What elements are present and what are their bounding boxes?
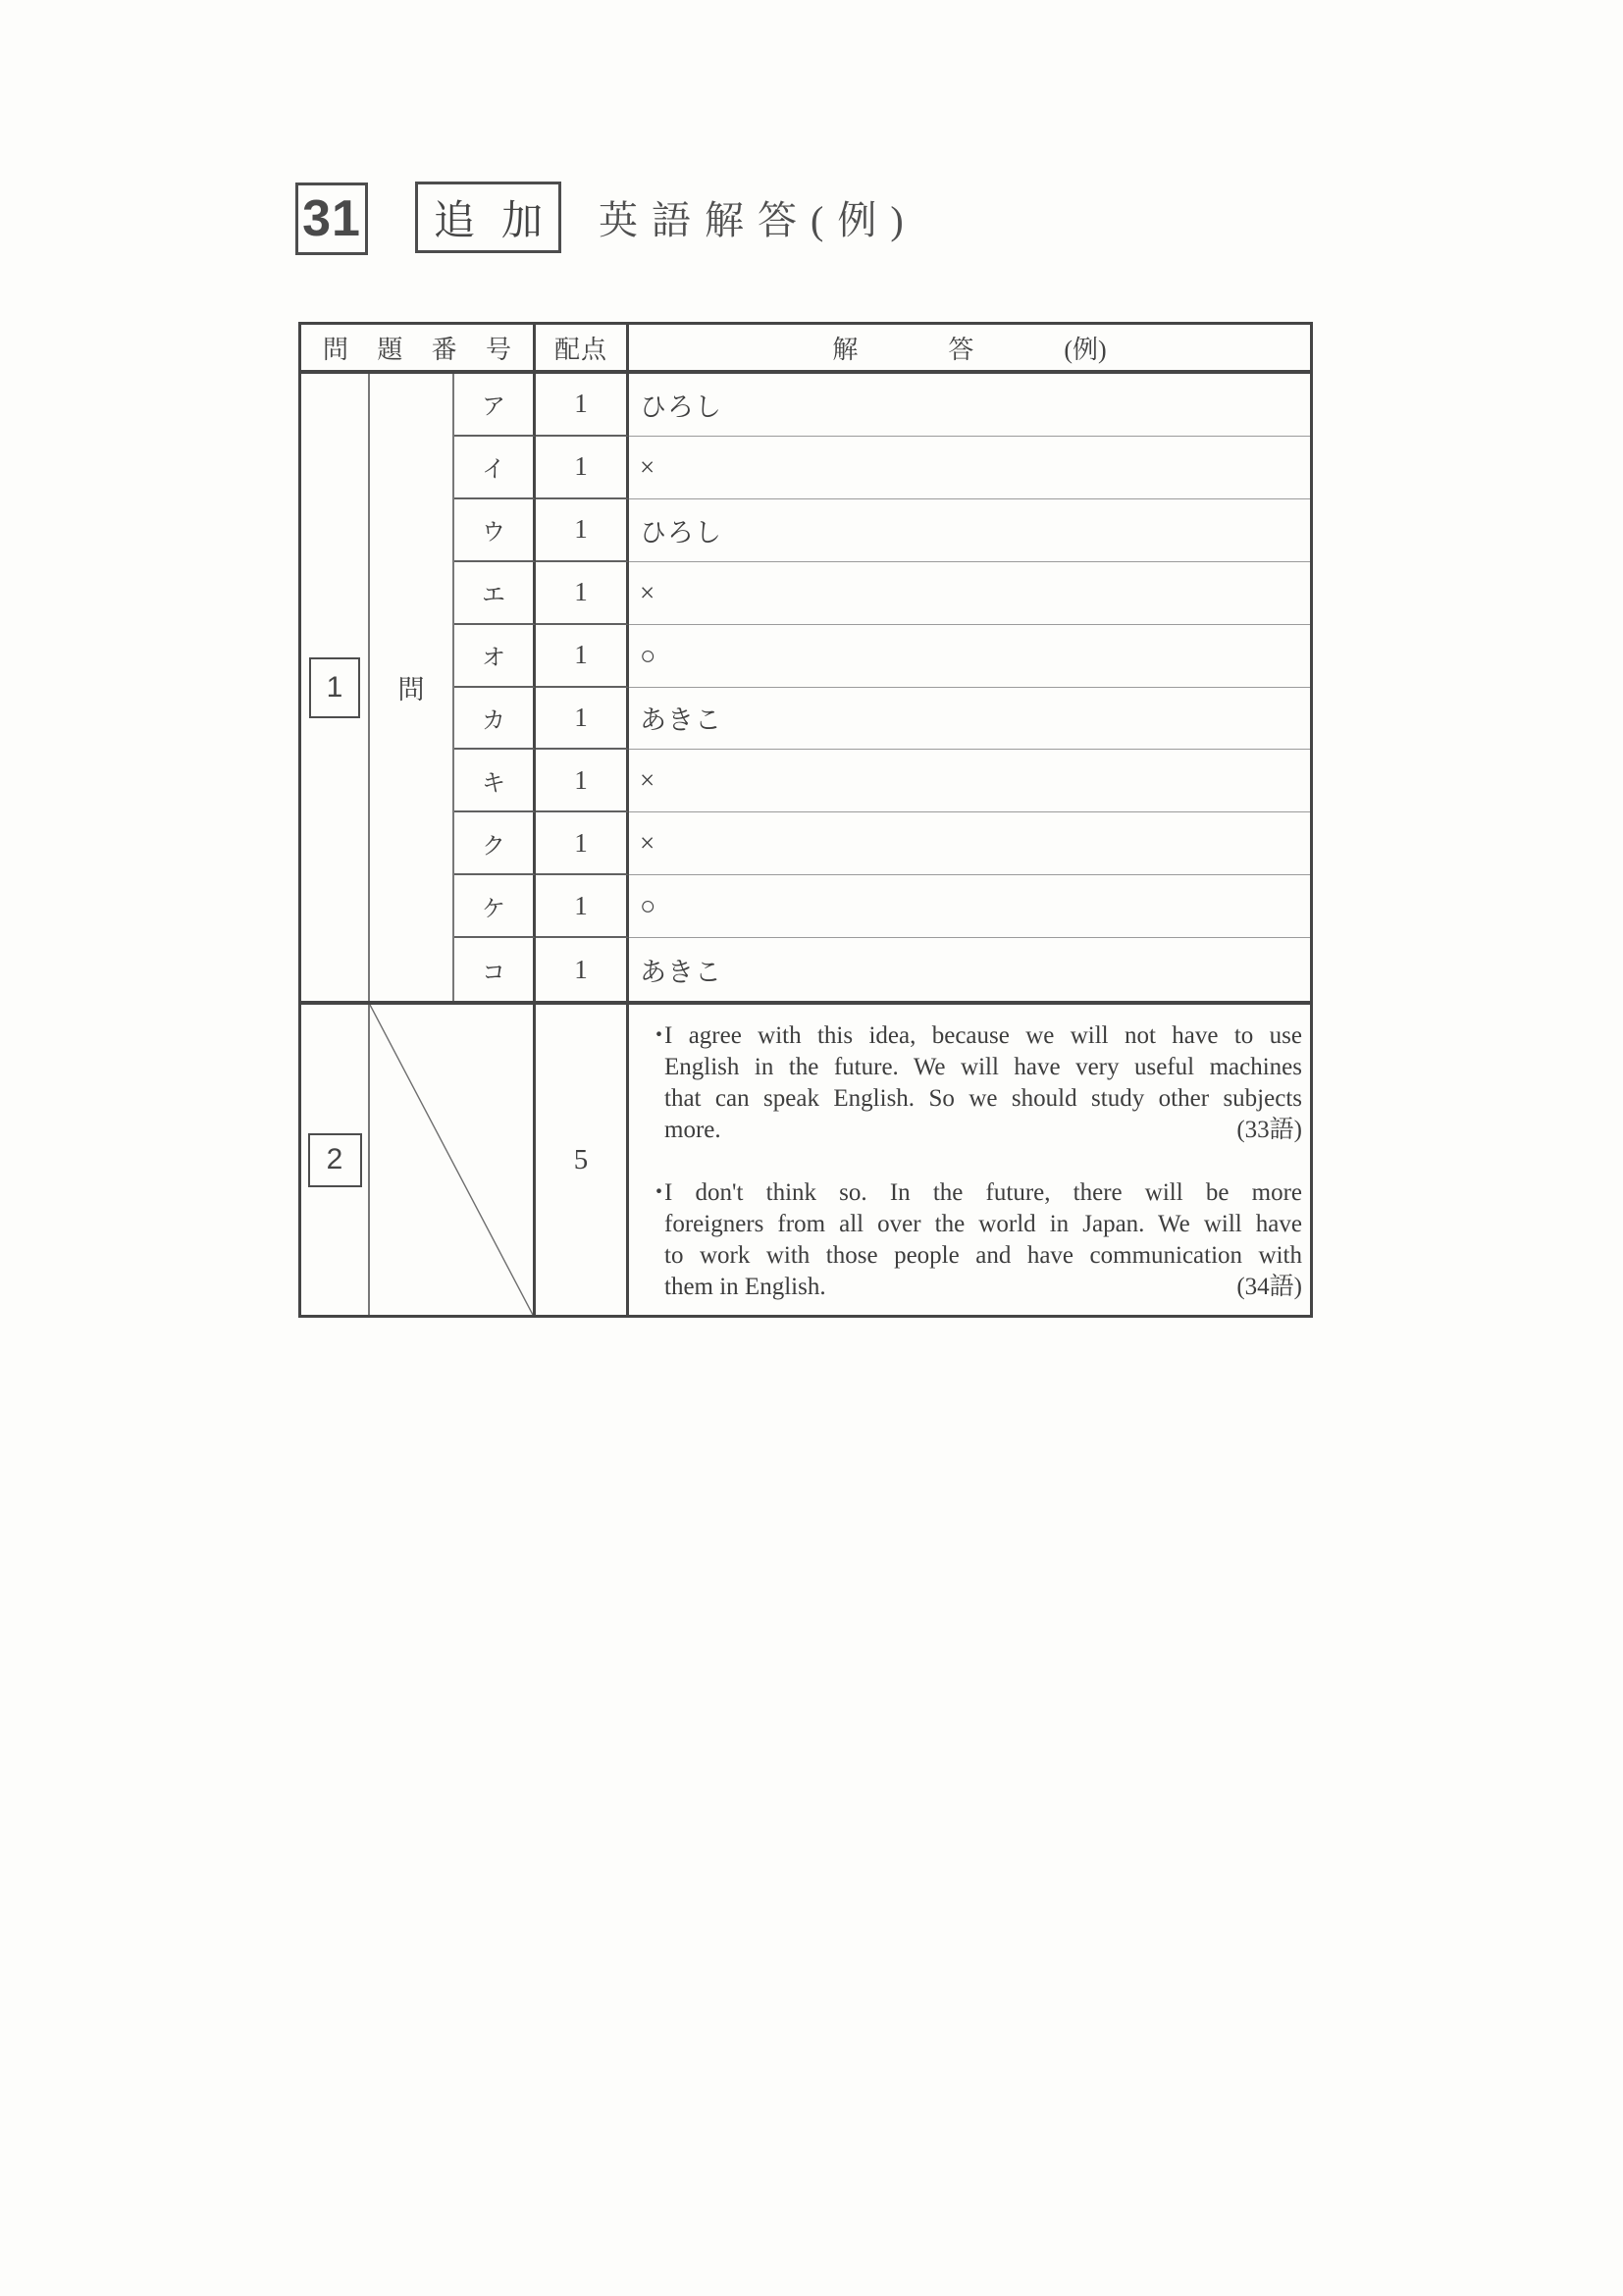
answer-row [454,875,1310,938]
doc-tag-box [415,182,561,253]
section-1-rows [454,374,1310,1001]
answer-row [454,625,1310,688]
group-label: 問 [397,675,425,704]
section-1-id-cell [301,374,370,1001]
doc-tag-char: 追 [434,198,476,244]
answer-row [454,812,1310,875]
col-header-answer [629,325,1310,370]
essay-last-line [664,1115,1302,1146]
row-label-cell: カ [454,688,536,751]
row-points-cell: 1 [536,625,629,688]
row-label-cell: エ [454,562,536,625]
row-label-cell: オ [454,625,536,688]
answer-row [454,688,1310,751]
row-points-cell: 1 [536,437,629,499]
word-count: (34語) [1236,1274,1302,1300]
section-1 [301,374,1310,1005]
header-char: 題 [377,335,403,364]
essay-answer-1 [647,1020,1302,1146]
row-points-cell: 1 [536,499,629,562]
row-answer-cell: × [629,437,1310,499]
essay-line: I don't think so. In the future, there will be more [664,1179,1302,1206]
section-2-id-cell [301,1005,370,1315]
page-title: 英語解答(例) [599,197,917,242]
answer-row [454,499,1310,562]
bullet-dot-icon: ・ [647,1022,672,1049]
row-label-cell: ケ [454,875,536,938]
row-points-cell: 1 [536,374,629,437]
row-points-cell: 1 [536,875,629,938]
section-1-id-box: 1 [309,657,360,718]
header-char: 号 [485,335,511,364]
row-answer-cell: ○ [629,875,1310,938]
header-char: 番 [431,335,457,364]
row-label-cell: キ [454,750,536,812]
row-label-cell: コ [454,938,536,1001]
diagonal-slash-cell [370,1005,536,1315]
row-answer-cell: × [629,812,1310,875]
essay-line: that can speak English. So we should study other subjects [664,1085,1302,1112]
essay-line: English in the future. We will have very useful machines [664,1054,1302,1080]
diagonal-line-icon [370,1005,533,1315]
row-label-cell: ク [454,812,536,875]
section-2-points-cell: 5 [536,1005,629,1315]
row-label-cell: イ [454,437,536,499]
essay-answer-2 [647,1177,1302,1303]
answer-row [454,437,1310,499]
essay-line-end: more. [664,1117,721,1143]
row-answer-cell: あきこ [640,957,722,987]
row-label-cell: ア [454,374,536,437]
essay-last-line [664,1272,1302,1303]
word-count: (33語) [1236,1117,1302,1143]
answer-row [454,374,1310,437]
answer-row [454,750,1310,812]
header-char: 解 [832,335,859,364]
row-points-cell: 1 [536,938,629,1001]
row-answer-cell: ひろし [629,499,1310,562]
row-label-cell: ウ [454,499,536,562]
row-answer-cell: ○ [629,625,1310,688]
row-points-cell: 1 [536,812,629,875]
row-points-cell: 1 [536,688,629,751]
bullet-dot-icon: ・ [647,1179,672,1206]
section-2-id-box: 2 [308,1133,362,1187]
essay-line: to work with those people and have communication with [664,1242,1302,1269]
section-2-answer-cell [629,1005,1310,1315]
header-char: 答 [948,335,974,364]
answer-row [454,562,1310,625]
doc-number: 31 [302,190,361,247]
essay-line-end: them in English. [664,1274,826,1300]
essay-line: foreigners from all over the world in Japan. We will have [664,1211,1302,1237]
row-answer-cell: あきこ [629,688,1310,751]
essay-line: I agree with this idea, because we will not have to use [664,1022,1302,1049]
header-char: (例) [1064,335,1107,364]
section-1-group-cell [370,374,454,1001]
doc-number-box [295,183,368,255]
section-2 [301,1005,1310,1315]
col-header-points: 配点 [536,325,629,370]
row-answer-cell: × [629,562,1310,625]
row-answer-cell: × [629,750,1310,812]
answer-row [454,938,1310,1001]
row-points-cell: 1 [536,562,629,625]
row-answer-cell: ひろし [629,374,1310,437]
doc-tag-char: 加 [500,198,543,244]
row-points-cell: 1 [536,750,629,812]
header-char: 問 [323,335,349,364]
answer-table [298,322,1313,1318]
col-header-question-number [301,325,536,370]
table-header-row [301,325,1310,374]
